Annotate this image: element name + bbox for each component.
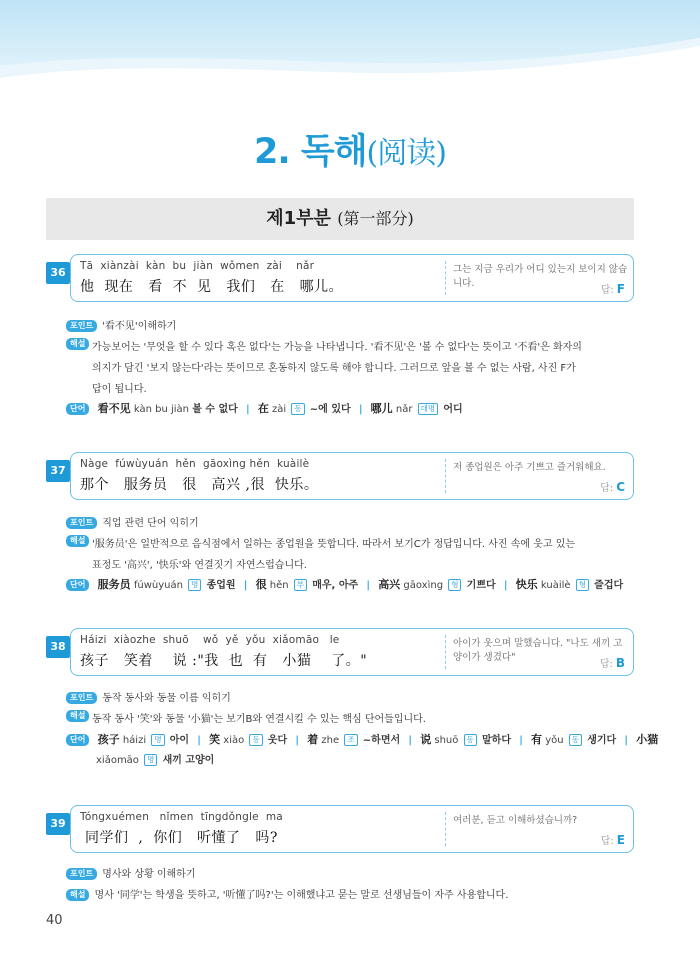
answer-label: 답: — [600, 483, 614, 494]
vocab-row — [66, 400, 463, 416]
vocab-word: 笑 — [209, 733, 221, 746]
part-of-speech: 조 — [344, 734, 357, 746]
separator: | — [519, 735, 523, 746]
page-number: 40 — [46, 913, 63, 928]
answer-letter: B — [615, 656, 625, 670]
section-title — [0, 124, 700, 174]
vocab-pinyin: zhe — [321, 735, 340, 746]
hanzi-line: 同学们 , 你们 听懂了 吗? — [80, 830, 278, 846]
answer-letter: C — [616, 480, 625, 494]
point-text: '看不见'이해하기 — [102, 321, 177, 332]
answer-letter: E — [616, 833, 625, 847]
header-wave-band — [0, 0, 700, 92]
point-tag: 포인트 — [66, 868, 97, 880]
point-text: 직업 관련 단어 익히기 — [102, 518, 199, 529]
pinyin-line: Nàge fúwùyuán hěn gāoxìng hěn kuàilè — [80, 458, 310, 470]
part-of-speech: 형 — [448, 579, 461, 591]
vocab-word: 快乐 — [515, 578, 538, 591]
separator: | — [503, 580, 508, 591]
explanation-tag-row — [66, 338, 94, 350]
divider — [445, 812, 446, 846]
question-number: 36 — [46, 262, 70, 284]
pinyin-line: Háizi xiàozhe shuō wǒ yě yǒu xiǎomāo le — [80, 634, 340, 646]
explanation-tag: 해설 — [66, 889, 89, 901]
explanation-tag-row — [66, 535, 94, 547]
vocab-meaning: 생기다 — [587, 735, 617, 746]
vocab-tag: 단어 — [66, 403, 89, 415]
vocab-meaning: 말하다 — [482, 735, 511, 746]
question-box — [70, 628, 634, 676]
vocab-word: 小猫 — [636, 733, 659, 746]
vocab-meaning: 매우, 아주 — [312, 580, 359, 591]
pinyin-line: Tóngxuémen nǐmen tīngdǒngle ma — [80, 811, 283, 823]
separator: | — [366, 580, 370, 591]
vocab-pinyin: zài — [272, 404, 287, 415]
divider — [445, 459, 446, 493]
vocab-pinyin: gāoxìng — [403, 580, 444, 591]
separator: | — [295, 735, 300, 746]
vocab-pinyin: shuō — [434, 735, 459, 746]
question-number: 39 — [46, 813, 70, 835]
vocab-pinyin: hěn — [269, 580, 289, 591]
separator: | — [243, 580, 248, 591]
vocab-meaning: 아이 — [169, 735, 190, 746]
vocab-meaning: ~에 있다 — [309, 404, 351, 415]
part-of-speech: 동 — [569, 734, 582, 746]
explanation-line: 동작 동사 '笑'와 동물 '小猫'는 보기B와 연결시킬 수 있는 핵심 단어들입니다. — [92, 714, 426, 725]
point-tag: 포인트 — [66, 692, 97, 704]
vocab-word: 着 — [307, 733, 319, 746]
point-row — [66, 514, 199, 529]
separator: | — [408, 735, 412, 746]
vocab-pinyin: nǎr — [395, 404, 413, 415]
part-heading — [46, 198, 634, 240]
vocab-row — [66, 731, 658, 747]
explanation-line: 가능보어는 '무엇을 할 수 있다 혹은 없다'는 가능을 나타냅니다. '看不见'은 '볼 수 없다'는 뜻이고 '不看'은 화자의 — [92, 342, 582, 353]
explanation-line: '服务员'은 일반적으로 음식점에서 일하는 종업원을 뜻합니다. 따라서 보기C가 정답입니다. 사진 속에 웃고 있는 — [92, 539, 576, 550]
point-row — [66, 865, 196, 880]
answer — [601, 281, 625, 296]
explanation-line: 명사 '同学'는 학생을 뜻하고, '听懂了吗?'는 이해했냐고 묻는 말로 선생님들이 자주 사용합니다. — [94, 890, 509, 901]
vocab-pinyin: xiào — [223, 735, 245, 746]
part-of-speech: 동 — [291, 403, 304, 415]
explanation-tag: 해설 — [66, 535, 89, 547]
vocab-word: 有 — [531, 733, 543, 746]
vocab-meaning: 어디 — [443, 404, 463, 415]
point-row — [66, 317, 176, 332]
vocab-word: 高兴 — [378, 578, 401, 591]
translation: 아이가 웃으며 말했습니다. "나도 새끼 고양이가 생겼다" — [453, 638, 623, 663]
hanzi-line: 那个 服务员 很 高兴 ,很 快乐。 — [80, 477, 319, 493]
vocab-pinyin: xiǎomāo — [96, 755, 139, 766]
vocab-word: 哪儿 — [370, 402, 393, 415]
hanzi-line: 他 现在 看 不 见 我们 在 哪儿。 — [80, 279, 344, 295]
part-of-speech: 명 — [144, 754, 157, 766]
explanation-row — [66, 886, 508, 901]
title-number: 2. — [254, 132, 290, 172]
separator: | — [624, 735, 629, 746]
part-chinese: (第一部分) — [337, 209, 414, 228]
vocab-meaning: 새끼 고양이 — [162, 755, 215, 766]
point-text: 명사와 상황 이해하기 — [102, 869, 196, 880]
vocab-word: 孩子 — [97, 733, 120, 746]
translation: 여러분, 듣고 이해하셨습니까? — [453, 815, 578, 826]
separator: | — [358, 404, 363, 415]
vocab-meaning: 종업원 — [206, 580, 236, 591]
vocab-tag: 단어 — [66, 579, 89, 591]
vocab-pinyin: kuàilè — [540, 580, 571, 591]
vocab-row-continued — [96, 751, 214, 766]
part-korean: 제1부분 — [266, 208, 331, 229]
question-number: 38 — [46, 636, 70, 658]
part-of-speech: 동 — [249, 734, 262, 746]
vocab-word: 在 — [257, 402, 269, 415]
vocab-word: 说 — [420, 733, 432, 746]
explanation-tag: 해설 — [66, 338, 89, 350]
divider — [445, 261, 446, 295]
answer — [601, 832, 625, 847]
hanzi-line: 孩子 笑着 说 :"我 也 有 小猫 了。" — [80, 653, 368, 669]
vocab-meaning: 웃다 — [267, 735, 288, 746]
vocab-word: 看不见 — [97, 402, 131, 415]
title-chinese: (阅读) — [366, 136, 446, 171]
vocab-pinyin: kàn bu jiàn — [133, 404, 189, 415]
explanation-tag-row — [66, 710, 94, 722]
divider — [445, 635, 446, 669]
title-korean: 독해 — [300, 132, 367, 172]
part-of-speech: 형 — [576, 579, 589, 591]
answer — [600, 479, 625, 494]
explanation-tag: 해설 — [66, 710, 89, 722]
part-of-speech: 부 — [294, 579, 307, 591]
answer-label: 답: — [599, 659, 613, 670]
vocab-meaning: 기쁘다 — [466, 580, 496, 591]
question-box — [70, 805, 634, 853]
explanation-line: 답이 됩니다. — [92, 384, 147, 395]
part-of-speech: 명 — [188, 579, 201, 591]
point-tag: 포인트 — [66, 320, 97, 332]
question-number: 37 — [46, 460, 70, 482]
explanation-line: 표정도 '高兴', '快乐'와 연결짓기 자연스럽습니다. — [92, 560, 307, 571]
question-box — [70, 452, 634, 500]
point-row — [66, 689, 231, 704]
vocab-tag: 단어 — [66, 734, 89, 746]
point-tag: 포인트 — [66, 517, 97, 529]
vocab-pinyin: háizi — [122, 735, 147, 746]
vocab-meaning: ~하면서 — [362, 735, 401, 746]
vocab-row — [66, 576, 623, 592]
pinyin-line: Tā xiànzài kàn bu jiàn wǒmen zài nǎr — [80, 260, 315, 272]
part-of-speech: 대명 — [418, 403, 439, 415]
translation: 저 종업원은 아주 기쁘고 즐거워해요. — [453, 462, 606, 473]
answer — [600, 655, 625, 670]
translation: 그는 지금 우리가 어디 있는지 보이지 않습니다. — [453, 264, 628, 289]
vocab-meaning: 즐겁다 — [594, 580, 624, 591]
vocab-word: 服务员 — [97, 578, 131, 591]
explanation-line: 의지가 담긴 '보지 않는다'라는 뜻이므로 혼동하지 않도록 해야 합니다. 그러므로 앞을 볼 수 없는 사람, 사진 F가 — [92, 363, 576, 374]
separator: | — [245, 404, 250, 415]
separator: | — [197, 735, 201, 746]
vocab-word: 很 — [255, 578, 267, 591]
answer-letter: F — [616, 282, 625, 296]
point-text: 동작 동사와 동물 이름 익히기 — [102, 693, 231, 704]
answer-label: 답: — [600, 285, 614, 296]
vocab-meaning: 볼 수 없다 — [192, 404, 238, 415]
vocab-pinyin: fúwùyuán — [133, 580, 183, 591]
answer-label: 답: — [600, 836, 614, 847]
vocab-pinyin: yǒu — [545, 735, 564, 746]
question-box — [70, 254, 634, 302]
part-of-speech: 명 — [151, 734, 164, 746]
part-of-speech: 동 — [464, 734, 477, 746]
